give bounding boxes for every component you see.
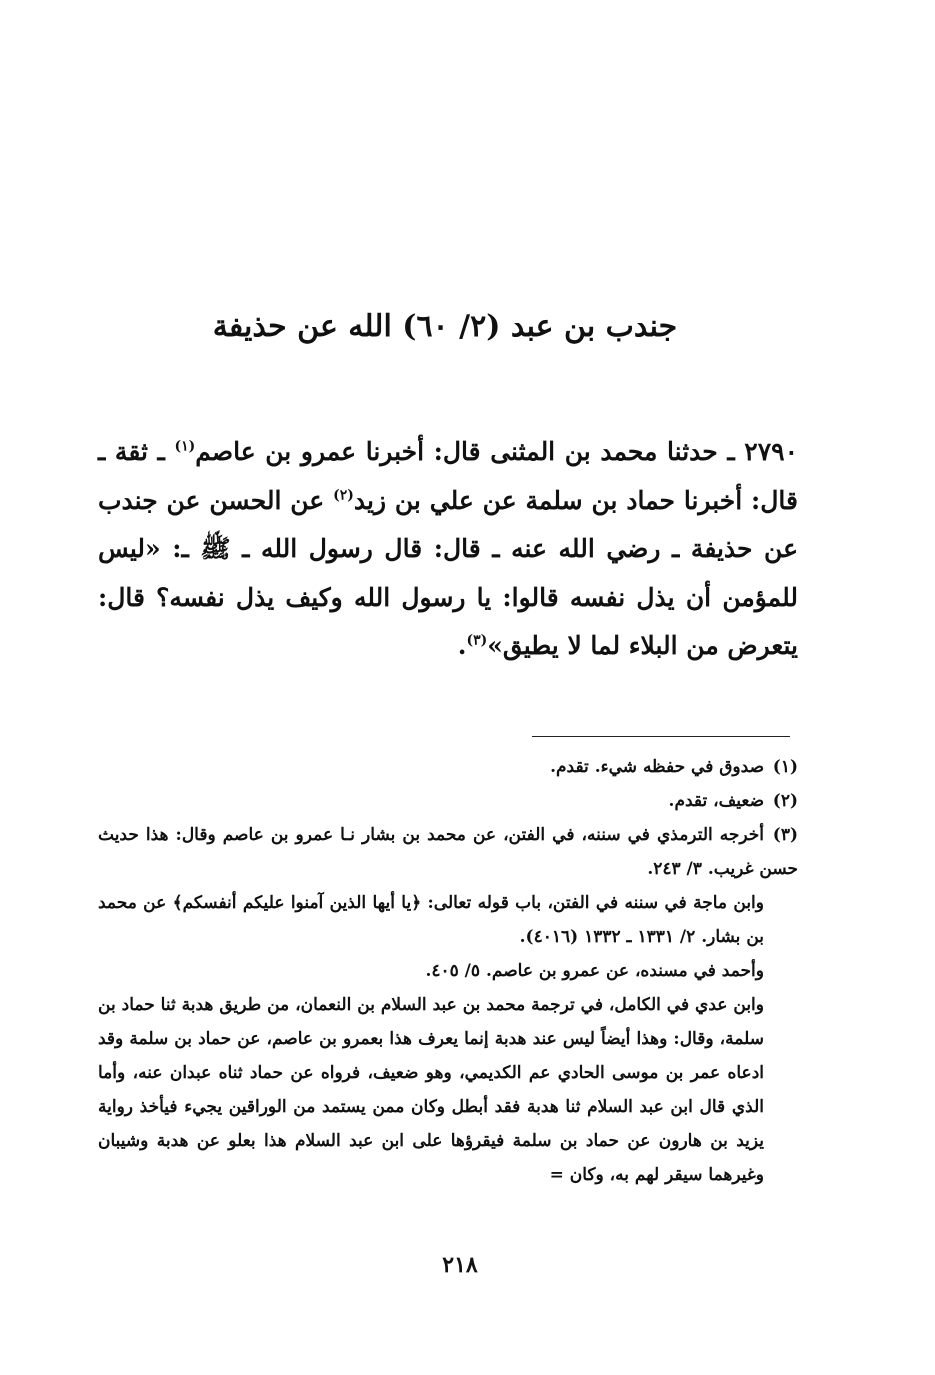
- hadith-number: ٢٧٩٠: [744, 437, 798, 466]
- footnote-text: أخرجه الترمذي في سننه، في الفتن، عن محمد بن بشار نـا عمرو بن عاصم وقال: هذا حديث حسن غريب. ٣/ ٢٤٣.: [98, 825, 798, 879]
- chapter-title: جندب بن عبد (٢/ ٦٠) الله عن حذيفة: [212, 309, 678, 344]
- footnote-ref-3: (٣): [466, 632, 488, 649]
- footnote-3-ibn-majah: وابن ماجة في سننه في الفتن، باب قوله تعالى: ﴿يا أيها الذين آمنوا عليكم أنفسكم﴾ عن محمد بن بشار. ٢/ ١٣٣١ ـ ١٣٣٢ (٤٠١٦).: [98, 893, 764, 947]
- hadith-text-1: ـ حدثنا محمد بن المثنى قال: أخبرنا عمرو بن عاصم: [195, 437, 745, 466]
- hadith-text-2: ـ ثقة ـ قال: أخبرنا حماد بن سلمة عن علي بن زيد: [98, 437, 798, 515]
- footnote-3-ibn-adi: وابن عدي في الكامل، في ترجمة محمد بن عبد السلام بن النعمان، من طريق هدبة ثنا حماد بن سلمة، وقال: وهذا أيضاً ليس عند هدبة إنما يعرف هذا بعمرو بن عاصم، عن حماد بن سلمة وقد ادعاه عمر بن موسى الحادي عم الكديمي، وهو ضعيف، فرواه عن حماد ثناه عبدان عنه، وأما الذي قال ابن عبد السلام ثنا هدبة فقد أبطل وكان ممن يستمد من الوراقين يجيء فيأخذ رواية يزيد بن هارون عن حماد بن سلمة فيقرؤها على ابن عبد السلام هذا بعلو عن هدبة وشيبان وغيرهما سيقر لهم به، وكان =: [98, 995, 764, 1185]
- footnote-3: [98, 818, 798, 886]
- hadith-text-end: .: [457, 631, 467, 660]
- footnote-marker: (٣): [772, 825, 798, 845]
- footnote-text: صدوق في حفظه شيء. تقدم.: [550, 757, 764, 777]
- footnote-divider: [532, 736, 790, 737]
- footnote-text: ضعيف، تقدم.: [668, 791, 764, 811]
- page-number: ٢١٨: [442, 1252, 478, 1278]
- footnote-2: [98, 784, 798, 818]
- hadith-text-3: عن الحسن عن جندب عن حذيفة ـ رضي الله عنه ـ قال: قال رسول الله ـ ﷺ ـ: «ليس للمؤمن أن يذل نفسه قالوا: يا رسول الله وكيف يذل نفسه؟ قال: يتعرض من البلاء لما لا يطيق»: [98, 485, 798, 660]
- footnote-3-ahmad: وأحمد في مسنده، عن عمرو بن عاصم. ٥/ ٤٠٥.: [425, 961, 764, 981]
- footnote-ref-2: (٢): [333, 487, 354, 504]
- hadith-paragraph: [98, 428, 798, 671]
- footnote-marker: (٢): [772, 791, 798, 811]
- footnote-1: [98, 750, 798, 784]
- footnotes: [98, 750, 798, 1192]
- footnote-marker: (١): [772, 757, 798, 777]
- footnote-ref-1: (١): [174, 438, 196, 455]
